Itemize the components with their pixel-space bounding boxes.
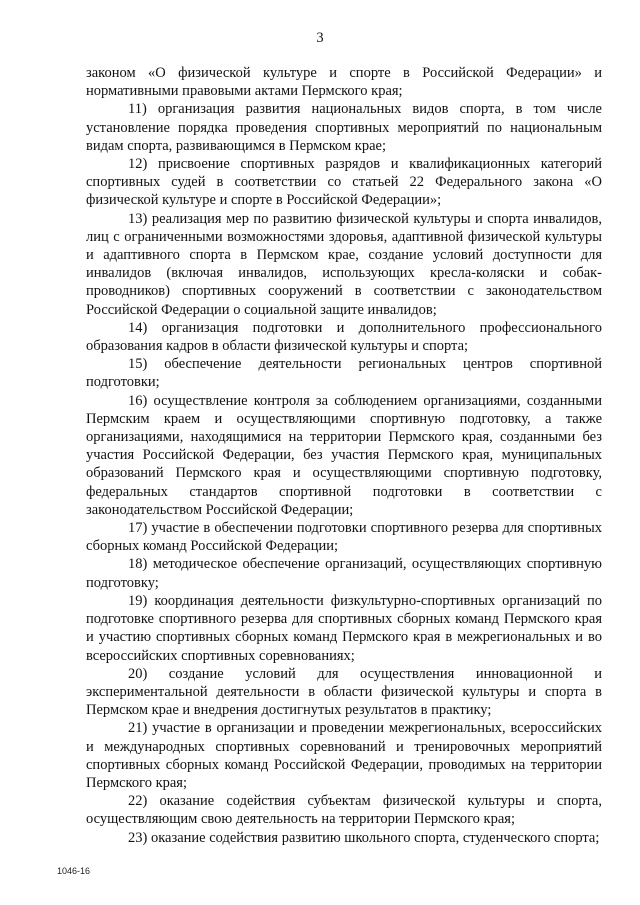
paragraph-item-11: 11) организация развития национальных видов спорта, в том числе установление порядка проведения спортивных мероприятий по национальным видам спорта, развивающимся в Пермском крае; <box>86 101 602 154</box>
document-body <box>86 64 602 847</box>
paragraph-item-17: 17) участие в обеспечении подготовки спортивного резерва для спортивных сборных команд Российской Федерации; <box>86 520 602 555</box>
paragraph-item-23: 23) оказание содействия развитию школьного спорта, студенческого спорта; <box>128 829 600 846</box>
paragraph-item-20: 20) создание условий для осуществления инновационной и экспериментальной деятельности в области физической культуры и спорта в Пермском крае и внедрения достигнутых результатов в практику; <box>86 665 602 719</box>
paragraph-item-14: 14) организация подготовки и дополнительного профессионального образования кадров в области физической культуры и спорта; <box>86 319 602 355</box>
paragraph-item-15: 15) обеспечение деятельности региональных центров спортивной подготовки; <box>86 356 602 391</box>
paragraph-continuation: законом «О физической культуре и спорте в Российской Федерации» и нормативными правовыми актами Пермского края; <box>86 65 602 100</box>
paragraph-item-22: 22) оказание содействия субъектам физической культуры и спорта, осуществляющим свою деятельность на территории Пермского края; <box>86 793 602 828</box>
paragraph-item-21: 21) участие в организации и проведении межрегиональных, всероссийских и международных спортивных соревнований и тренировочных мероприятий спортивных сборных команд Российской Федерации, проводимых на территории Пермского края; <box>86 720 602 791</box>
page-number: 3 <box>316 30 324 46</box>
paragraph-item-13: 13) реализация мер по развитию физической культуры и спорта инвалидов, лиц с ограниченными возможностями здоровья, адаптивной физической культуры и адаптивного спорта в Пермском крае, создание условий доступности для инвалидов (включая инвалидов, использующих кресла-коляски и собак-проводников) спортивных сооружений в соответствии с законодательством Российской Федерации о социальной защите инвалидов; <box>86 210 602 318</box>
paragraph-item-16: 16) осуществление контроля за соблюдением организациями, созданными Пермским краем и осуществляющими спортивную подготовку, а также организациями, находящимися на территории Пермского края, созданными без участия Российской Федерации, без участия Пермского края, муниципальных образований Пермского края и осуществляющими спортивную подготовку, федеральных стандартов спортивной подготовки в соответствии с законодательством Российской Федерации; <box>86 392 602 518</box>
paragraph-item-18: 18) методическое обеспечение организаций, осуществляющих спортивную подготовку; <box>86 556 602 591</box>
paragraph-item-19: 19) координация деятельности физкультурно-спортивных организаций по подготовке спортивного резерва для спортивных сборных команд Пермского края и участию спортивных сборных команд Пермского края в межрегиональных и во всероссийских спортивных соревнованиях; <box>86 592 602 664</box>
paragraph-item-12: 12) присвоение спортивных разрядов и квалификационных категорий спортивных судей в соответствии со статьей 22 Федерального закона «О физической культуре и спорте в Российской Федерации»; <box>86 156 602 209</box>
footer-document-code: 1046-16 <box>57 866 91 876</box>
